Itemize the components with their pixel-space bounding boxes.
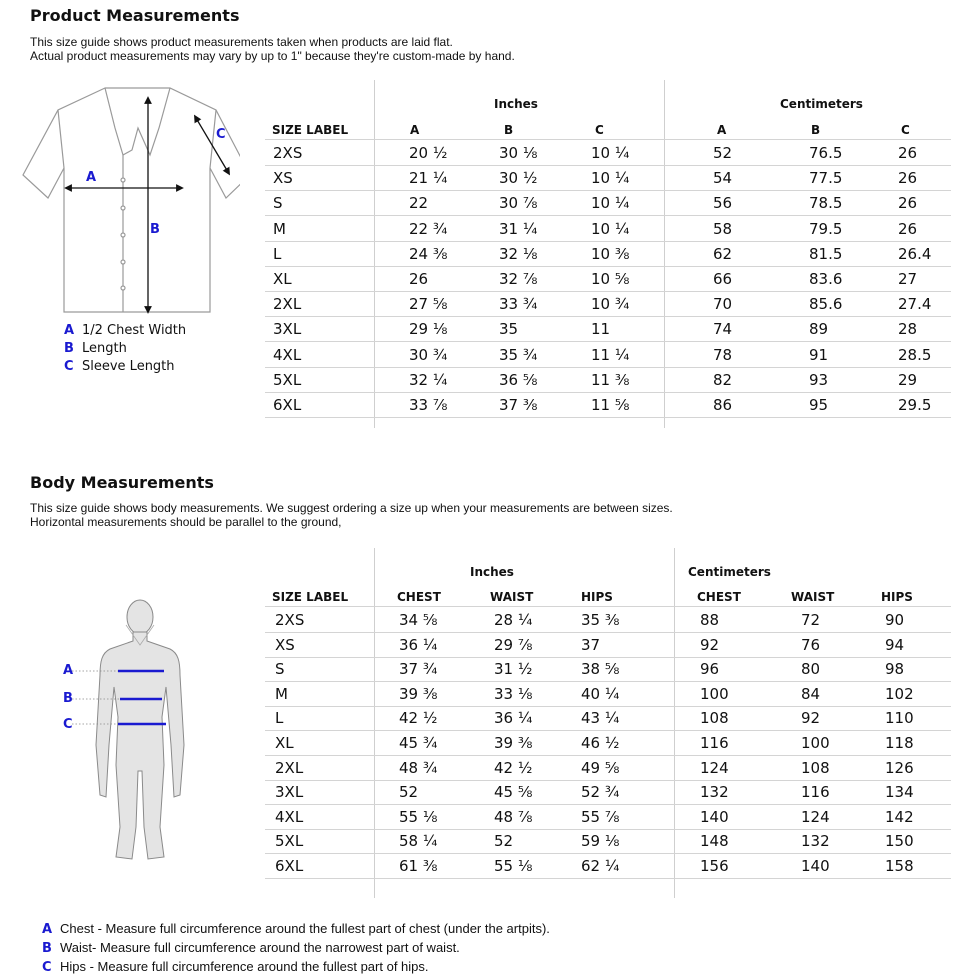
table-cell: 30 ¾	[409, 345, 448, 364]
size-label-cell: S	[273, 194, 283, 213]
table-cell: 27 ⅝	[409, 295, 448, 314]
table-cell: 42 ½	[494, 758, 533, 777]
diagram-label-c: C	[216, 127, 226, 142]
table-cell: 42 ½	[399, 709, 438, 728]
table-cell: 29 ⅞	[494, 635, 533, 654]
table-cell: 62	[713, 244, 733, 263]
body-description	[30, 501, 673, 529]
body-label-b: B	[63, 691, 73, 706]
size-label-cell: S	[275, 660, 285, 679]
table-cell: 35	[499, 320, 519, 339]
size-label-cell: 5XL	[273, 370, 302, 389]
size-label-cell: 2XL	[275, 758, 304, 777]
table-cell: 98	[885, 660, 905, 679]
table-cell: 48 ¾	[399, 758, 438, 777]
table-cell: 93	[809, 370, 829, 389]
table-cell: 33 ⅞	[409, 396, 448, 414]
table-cell: 79.5	[809, 219, 843, 238]
table-cell: 29 ⅛	[409, 320, 448, 339]
legend-item: B Length	[64, 341, 127, 356]
table-cell: 34 ⅝	[399, 611, 438, 629]
body-desc-line2: Horizontal measurements should be parallel to the ground,	[30, 515, 342, 529]
table-cell: 26	[898, 194, 918, 213]
column-header: SIZE LABEL	[272, 123, 349, 137]
table-cell: 62 ¼	[581, 857, 620, 875]
table-cell: 74	[713, 320, 733, 339]
table-cell: 89	[809, 320, 829, 339]
size-label-cell: 5XL	[275, 832, 304, 851]
table-cell: 10 ¾	[591, 295, 630, 314]
column-header: CHEST	[397, 590, 441, 604]
table-row	[265, 266, 951, 292]
column-header: A	[410, 123, 420, 137]
table-cell: 52 ¾	[581, 783, 620, 802]
table-cell: 32 ¼	[409, 370, 448, 389]
table-cell: 59 ⅛	[581, 832, 620, 851]
size-label-cell: 3XL	[273, 320, 302, 339]
table-cell: 118	[885, 734, 914, 752]
table-cell: 55 ⅛	[399, 807, 438, 826]
size-label-cell: L	[275, 709, 284, 728]
size-label-cell: XS	[275, 635, 295, 654]
table-cell: 28.5	[898, 345, 932, 364]
table-cell: 95	[809, 396, 829, 414]
column-header: C	[595, 123, 604, 137]
table-row	[265, 291, 951, 317]
table-cell: 36 ¼	[494, 709, 533, 728]
column-header: B	[504, 123, 514, 137]
table-row	[265, 755, 951, 781]
table-cell: 94	[885, 635, 905, 654]
size-label-cell: 3XL	[275, 783, 304, 802]
table-cell: 80	[801, 660, 821, 679]
table-row	[265, 316, 951, 342]
table-cell: 26.4	[898, 244, 932, 263]
table-cell: 116	[801, 783, 830, 802]
table-cell: 58 ¼	[399, 832, 438, 851]
table-cell: 20 ½	[409, 144, 448, 162]
table-cell: 37 ⅜	[499, 396, 538, 414]
column-header: B	[811, 123, 821, 137]
table-cell: 46 ½	[581, 734, 620, 752]
column-header: HIPS	[881, 590, 913, 604]
table-cell: 26	[898, 169, 918, 188]
table-cell: 132	[700, 783, 729, 802]
table-cell: 72	[801, 611, 821, 629]
header-rule	[265, 139, 951, 140]
table-cell: 36 ⅝	[499, 370, 538, 389]
table-cell: 39 ⅜	[399, 684, 438, 703]
human-silhouette	[96, 600, 184, 859]
table-row	[265, 828, 951, 854]
table-cell: 11 ¼	[591, 345, 630, 364]
table-cell: 24 ⅜	[409, 244, 448, 263]
table-cell: 37	[581, 635, 601, 654]
table-cell: 91	[809, 345, 829, 364]
table-cell: 40 ¼	[581, 684, 620, 703]
table-cell: 27.4	[898, 295, 932, 314]
table-cell: 38 ⅝	[581, 660, 620, 679]
table-cell: 32 ⅛	[499, 244, 538, 263]
table-cell: 108	[801, 758, 830, 777]
column-header: WAIST	[791, 590, 835, 604]
table-cell: 28	[898, 320, 918, 339]
legend-item: C Sleeve Length	[64, 359, 175, 374]
size-label-cell: 2XL	[273, 295, 302, 314]
legend-item: A 1/2 Chest Width	[64, 323, 187, 338]
size-label-cell: XL	[273, 270, 292, 288]
table-cell: 31 ¼	[499, 219, 538, 238]
table-cell: 110	[885, 709, 914, 728]
size-label-cell: 2XS	[275, 611, 305, 629]
table-cell: 100	[801, 734, 830, 752]
table-row	[265, 804, 951, 830]
table-cell: 134	[885, 783, 914, 802]
table-cell: 124	[801, 807, 830, 826]
table-row	[265, 632, 951, 658]
table-cell: 88	[700, 611, 720, 629]
size-label-cell: M	[273, 219, 286, 238]
table-cell: 22	[409, 194, 429, 213]
table-cell: 140	[801, 857, 830, 875]
table-cell: 26	[898, 144, 918, 162]
table-cell: 11	[591, 320, 611, 339]
table-cell: 11 ⅝	[591, 396, 630, 414]
size-label-cell: 6XL	[273, 396, 302, 414]
table-cell: 45 ¾	[399, 734, 438, 752]
table-cell: 10 ¼	[591, 194, 630, 213]
table-cell: 58	[713, 219, 733, 238]
table-cell: 102	[885, 684, 914, 703]
table-row	[265, 165, 951, 191]
table-cell: 26	[898, 219, 918, 238]
table-cell: 39 ⅜	[494, 734, 533, 752]
column-header: C	[901, 123, 910, 137]
table-cell: 54	[713, 169, 733, 188]
size-label-cell: XS	[273, 169, 293, 188]
table-cell: 29	[898, 370, 918, 389]
table-cell: 36 ¼	[399, 635, 438, 654]
table-cell: 124	[700, 758, 729, 777]
table-row	[265, 779, 951, 805]
table-cell: 52	[399, 783, 419, 802]
table-cell: 92	[801, 709, 821, 728]
table-cell: 78	[713, 345, 733, 364]
table-cell: 55 ⅛	[494, 857, 533, 875]
table-cell: 140	[700, 807, 729, 826]
table-cell: 10 ¼	[591, 144, 630, 162]
product-desc-line1: This size guide shows product measurements taken when products are laid flat.	[30, 35, 453, 49]
table-cell: 52	[713, 144, 733, 162]
table-cell: 52	[494, 832, 514, 851]
table-cell: 33 ¾	[499, 295, 538, 314]
product-description	[30, 35, 515, 63]
table-cell: 81.5	[809, 244, 843, 263]
table-row	[265, 367, 951, 393]
body-label-c: C	[63, 717, 73, 732]
column-header: SIZE LABEL	[272, 590, 349, 604]
table-row	[265, 342, 951, 368]
shirt-outline	[23, 88, 240, 312]
body-group-inches: Inches	[470, 565, 514, 579]
table-row	[265, 216, 951, 242]
table-row	[265, 705, 951, 731]
table-row	[265, 241, 951, 267]
table-cell: 100	[700, 684, 729, 703]
table-cell: 30 ⅞	[499, 194, 538, 213]
table-cell: 142	[885, 807, 914, 826]
table-cell: 70	[713, 295, 733, 314]
table-cell: 35 ⅜	[581, 611, 620, 629]
column-header: HIPS	[581, 590, 613, 604]
table-cell: 28 ¼	[494, 611, 533, 629]
size-label-cell: 4XL	[273, 345, 302, 364]
size-label-cell: XL	[275, 734, 294, 752]
table-cell: 43 ¼	[581, 709, 620, 728]
table-cell: 76	[801, 635, 821, 654]
table-cell: 156	[700, 857, 729, 875]
table-cell: 55 ⅞	[581, 807, 620, 826]
body-label-a: A	[63, 663, 74, 678]
table-cell: 10 ¼	[591, 219, 630, 238]
size-label-cell: L	[273, 244, 282, 263]
table-row	[265, 140, 951, 166]
table-cell: 82	[713, 370, 733, 389]
column-header: A	[717, 123, 727, 137]
table-row	[265, 607, 951, 633]
table-cell: 78.5	[809, 194, 843, 213]
table-cell: 66	[713, 270, 733, 288]
table-cell: 108	[700, 709, 729, 728]
table-row	[265, 853, 951, 879]
table-cell: 11 ⅜	[591, 370, 630, 389]
table-cell: 10 ⅝	[591, 270, 630, 288]
table-cell: 126	[885, 758, 914, 777]
table-cell: 92	[700, 635, 720, 654]
product-desc-line2: Actual product measurements may vary by up to 1" because they're custom-made by hand.	[30, 49, 515, 63]
table-cell: 90	[885, 611, 905, 629]
product-group-inches: Inches	[494, 97, 538, 111]
size-label-cell: 2XS	[273, 144, 303, 162]
table-cell: 83.6	[809, 270, 843, 288]
column-header: WAIST	[490, 590, 534, 604]
table-row	[265, 656, 951, 682]
header-rule	[265, 606, 951, 607]
table-cell: 35 ¾	[499, 345, 538, 364]
table-row	[265, 392, 951, 418]
table-cell: 21 ¼	[409, 169, 448, 188]
size-label-cell: 4XL	[275, 807, 304, 826]
table-cell: 86	[713, 396, 733, 414]
shirt-diagram	[20, 80, 240, 320]
table-row	[265, 190, 951, 216]
table-cell: 30 ⅛	[499, 144, 538, 162]
table-cell: 10 ¼	[591, 169, 630, 188]
body-title: Body Measurements	[30, 473, 214, 492]
table-cell: 77.5	[809, 169, 843, 188]
legend-item: B Waist- Measure full circumference around the narrowest part of waist.	[42, 940, 460, 956]
table-cell: 33 ⅛	[494, 684, 533, 703]
body-desc-line1: This size guide shows body measurements. We suggest ordering a size up when your measurements are between sizes.	[30, 501, 673, 515]
product-group-centimeters: Centimeters	[780, 97, 863, 111]
table-cell: 148	[700, 832, 729, 851]
table-cell: 32 ⅞	[499, 270, 538, 288]
table-cell: 27	[898, 270, 918, 288]
table-cell: 30 ½	[499, 169, 538, 188]
table-cell: 29.5	[898, 396, 932, 414]
legend-item: A Chest - Measure full circumference around the fullest part of chest (under the artpits).	[42, 921, 550, 937]
table-cell: 116	[700, 734, 729, 752]
table-cell: 132	[801, 832, 830, 851]
table-cell: 61 ⅜	[399, 857, 438, 875]
table-row	[265, 730, 951, 756]
product-title: Product Measurements	[30, 6, 240, 25]
table-cell: 31 ½	[494, 660, 533, 679]
diagram-label-b: B	[150, 222, 160, 237]
table-cell: 84	[801, 684, 821, 703]
table-cell: 10 ⅜	[591, 244, 630, 263]
table-cell: 49 ⅝	[581, 758, 620, 777]
table-cell: 85.6	[809, 295, 843, 314]
legend-item: C Hips - Measure full circumference around the fullest part of hips.	[42, 959, 429, 975]
product-legend	[64, 322, 186, 376]
size-label-cell: 6XL	[275, 857, 304, 875]
table-cell: 26	[409, 270, 429, 288]
table-cell: 37 ¾	[399, 660, 438, 679]
table-cell: 56	[713, 194, 733, 213]
table-cell: 158	[885, 857, 914, 875]
table-cell: 150	[885, 832, 914, 851]
table-cell: 76.5	[809, 144, 843, 162]
body-figure	[60, 595, 210, 870]
body-group-centimeters: Centimeters	[688, 565, 771, 579]
table-cell: 48 ⅞	[494, 807, 533, 826]
column-header: CHEST	[697, 590, 741, 604]
body-legend	[42, 920, 550, 977]
size-label-cell: M	[275, 684, 288, 703]
table-row	[265, 681, 951, 707]
table-cell: 22 ¾	[409, 219, 448, 238]
table-cell: 96	[700, 660, 720, 679]
table-cell: 45 ⅝	[494, 783, 533, 802]
diagram-label-a: A	[86, 170, 97, 185]
